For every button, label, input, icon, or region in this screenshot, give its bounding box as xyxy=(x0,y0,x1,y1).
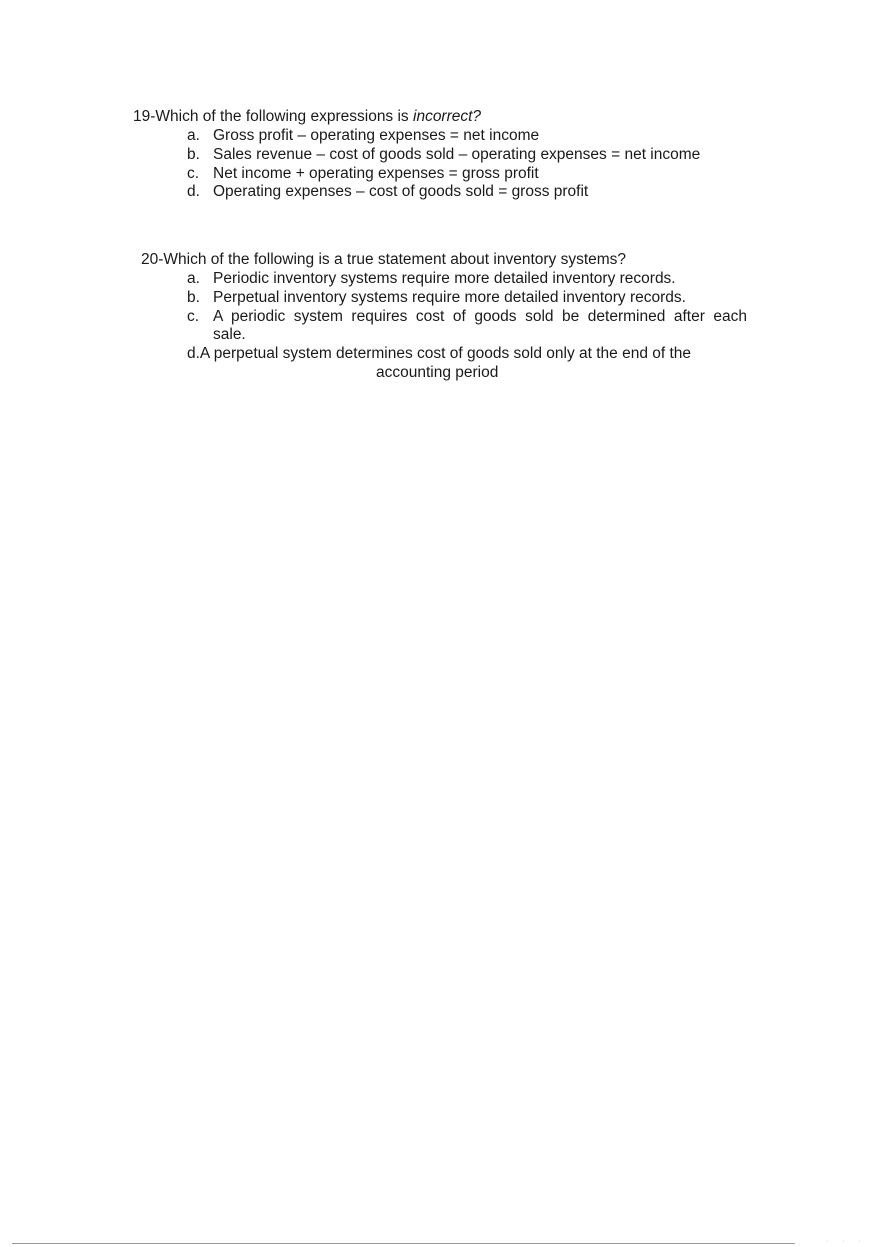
option-text-line2: accounting period xyxy=(376,364,499,381)
option-text-line1: d.A perpetual system determines cost of goods sold only at the end of the xyxy=(187,345,692,362)
option-text: Net income + operating expenses = gross profit xyxy=(213,165,539,182)
option-text-line2: sale. xyxy=(213,326,246,343)
option-letter: c. xyxy=(187,308,200,325)
option-letter: b. xyxy=(187,146,200,163)
question-19-stem-emphasis: incorrect? xyxy=(413,108,482,125)
footer-page-marks: · · · xyxy=(826,1238,867,1245)
question-20-stem: 20-Which of the following is a true statement about inventory systems? xyxy=(141,251,627,268)
question-19-stem-text: 19-Which of the following expressions is xyxy=(133,108,413,125)
option-text: Periodic inventory systems require more detailed inventory records. xyxy=(213,270,676,287)
option-text: Sales revenue – cost of goods sold – operating expenses = net income xyxy=(213,146,701,163)
option-letter: c. xyxy=(187,165,200,182)
footer-divider xyxy=(12,1243,795,1244)
option-letter: b. xyxy=(187,289,200,306)
option-text: Perpetual inventory systems require more detailed inventory records. xyxy=(213,289,686,306)
option-text-line1: A periodic system requires cost of goods sold be determined after each xyxy=(213,308,747,325)
option-text: Operating expenses – cost of goods sold = gross profit xyxy=(213,183,589,200)
option-letter: a. xyxy=(187,270,200,287)
option-text: Gross profit – operating expenses = net income xyxy=(213,127,540,144)
option-letter: d. xyxy=(187,183,200,200)
option-letter: a. xyxy=(187,127,200,144)
question-19-stem xyxy=(133,107,481,126)
